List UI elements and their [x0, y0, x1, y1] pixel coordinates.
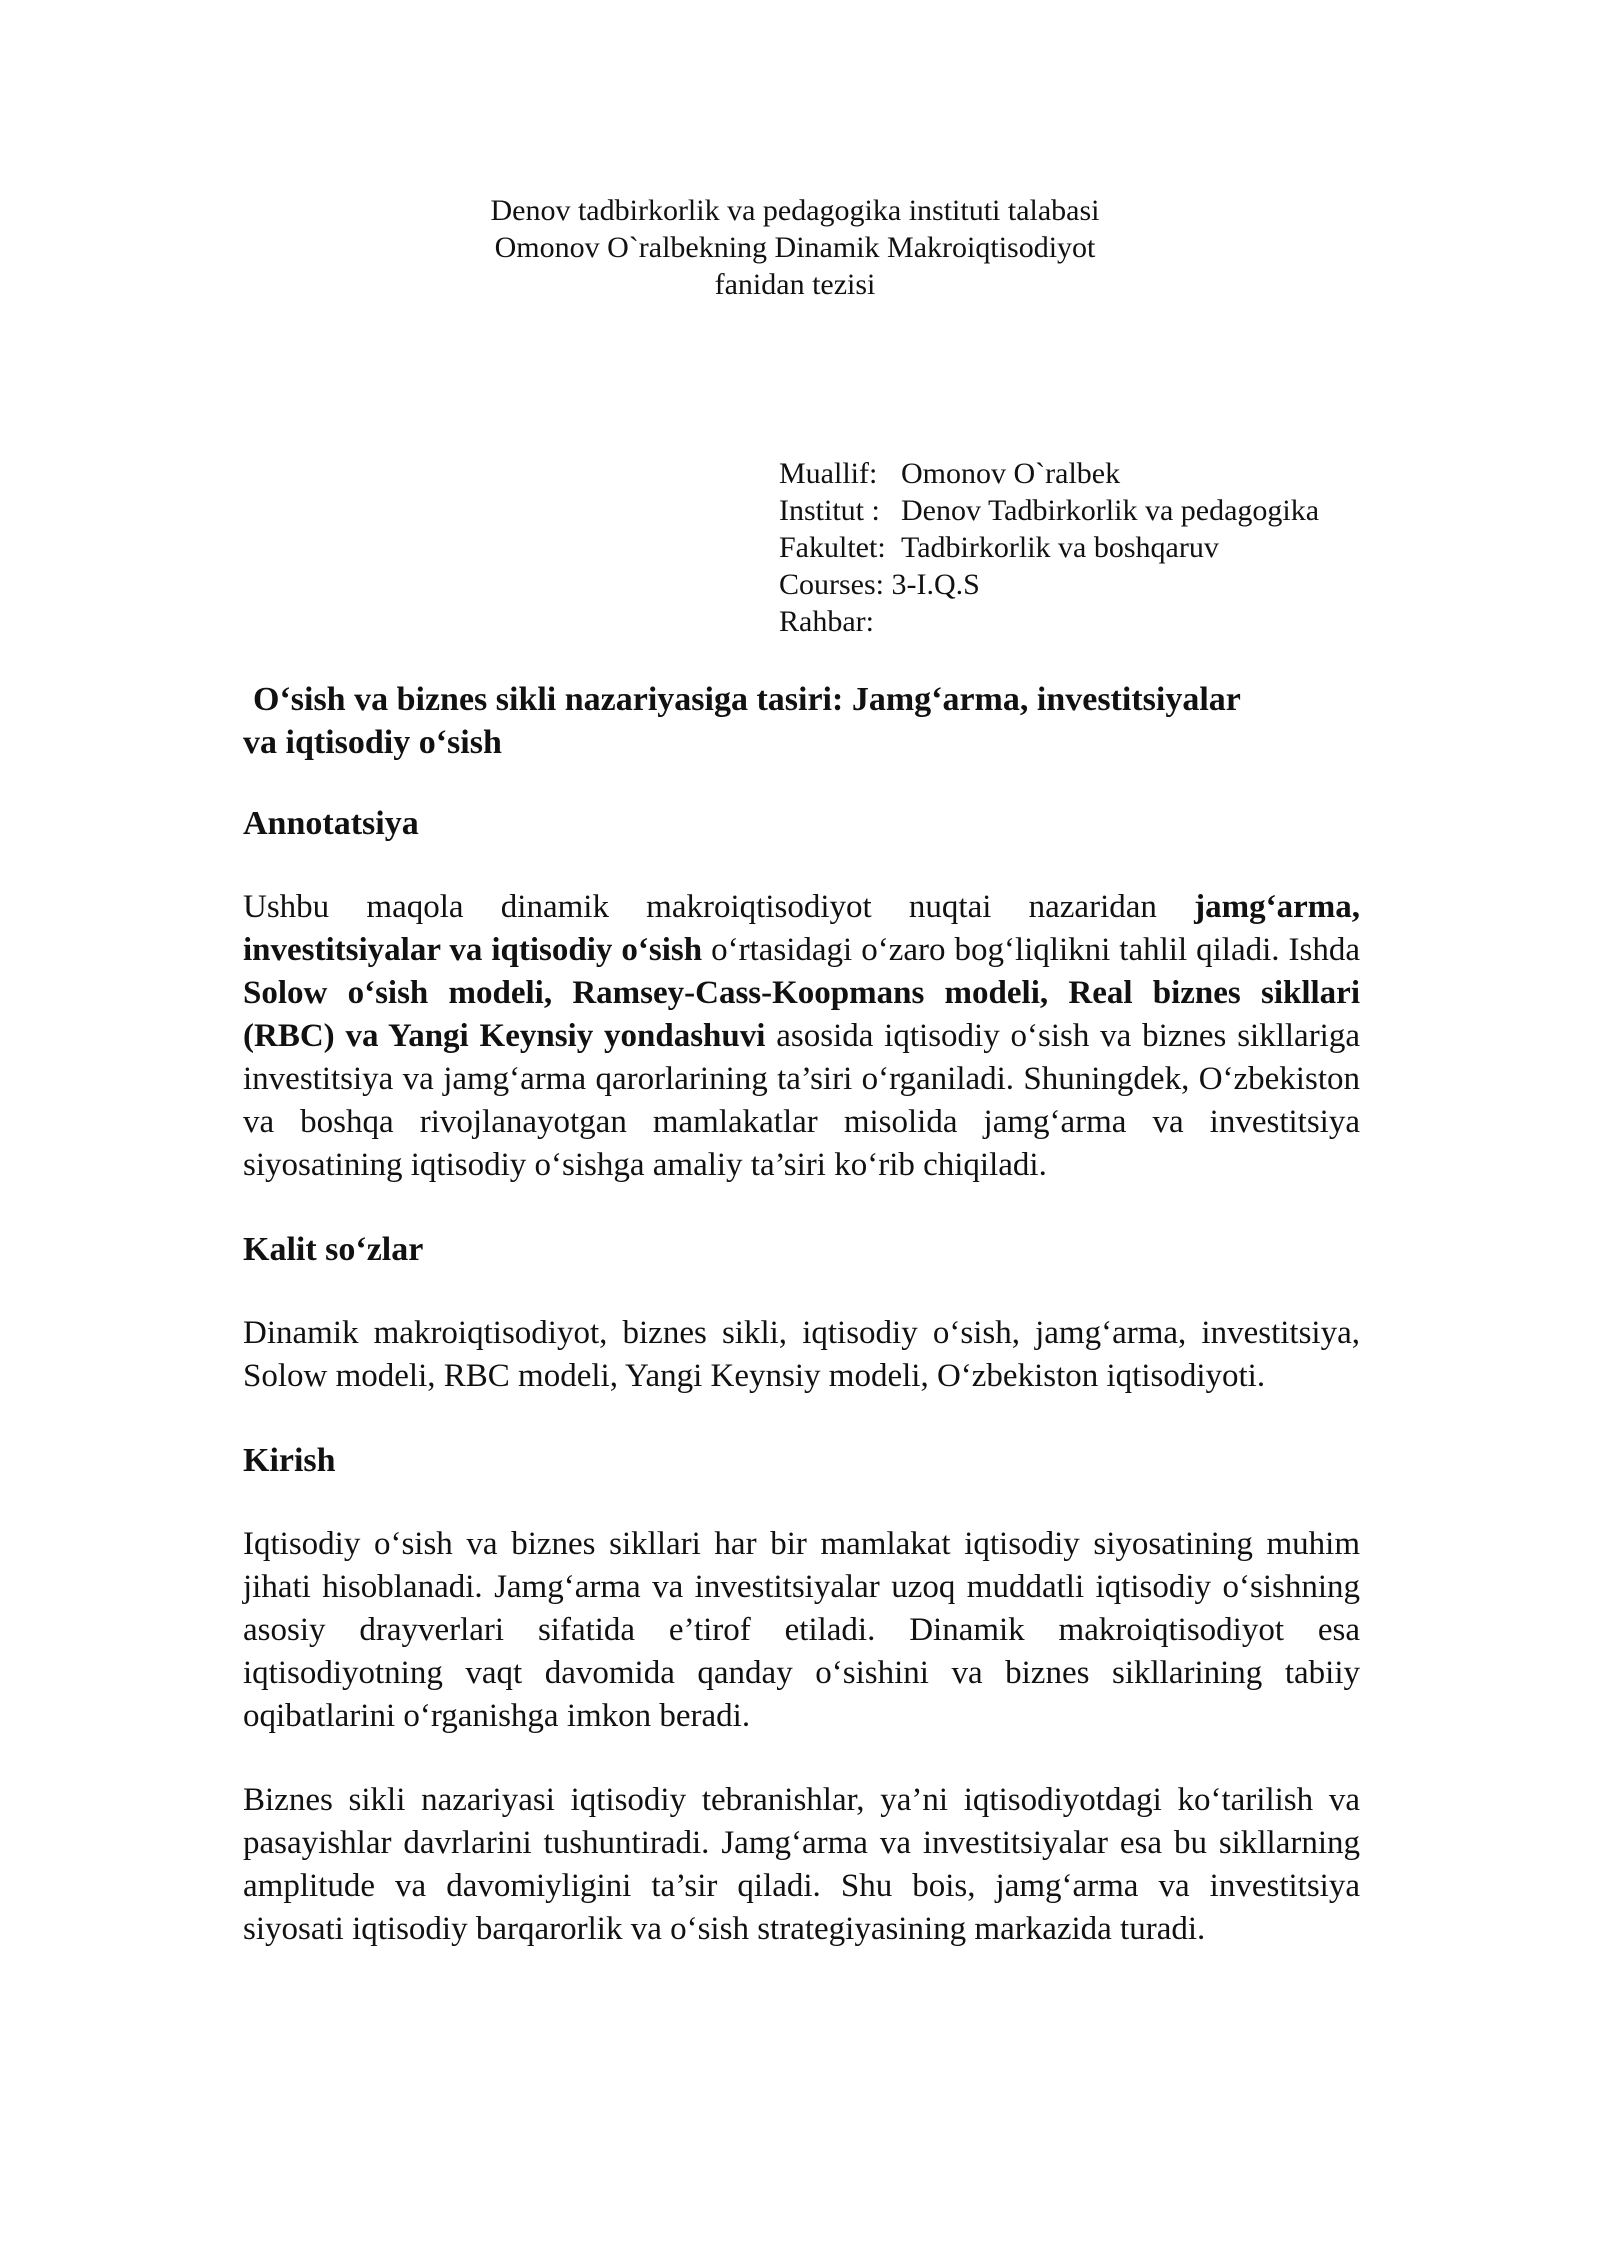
- document-body: [243, 678, 1360, 1992]
- annotation-text-3: asosida iqtisodiy o‘sish va biznes sikllariga investitsiya va jamg‘arma qarorlarining ta’siri o‘rganiladi. Shuningdek, O‘zbekiston va boshqa rivojlanayotgan mamlakatlar misolida jamg‘arma va investitsiya siyosatining iqtisodiy o‘sishga amaliy ta’siri ko‘rib chiqiladi.: [243, 1018, 1360, 1183]
- annotation-text-2: o‘rtasidagi o‘zaro bog‘liqlikni tahlil qiladi. Ishda: [702, 932, 1360, 968]
- paper-title: [243, 678, 1360, 764]
- supervisor-label: Rahbar:: [779, 605, 874, 638]
- supervisor-row: [779, 603, 1319, 640]
- institute-label: Institut :: [779, 494, 880, 527]
- intro-heading: Kirish: [243, 1442, 336, 1479]
- author-row: [779, 455, 1319, 492]
- course-value: 3-I.Q.S: [891, 568, 980, 601]
- faculty-row: [779, 529, 1319, 566]
- title-line-2: va iqtisodiy o‘sish: [243, 724, 502, 761]
- header-line-3: fanidan tezisi: [714, 268, 876, 301]
- institute-value: Denov Tadbirkorlik va pedagogika: [901, 494, 1320, 527]
- course-row: [779, 566, 1319, 603]
- faculty-value: Tadbirkorlik va boshqaruv: [901, 531, 1219, 564]
- intro-paragraph-2: Biznes sikli nazariyasi iqtisodiy tebranishlar, ya’ni iqtisodiyotdagi ko‘tarilish va pasayishlar davrlarini tushuntiradi. Jamg‘arma va investitsiyalar esa bu sikllarning amplitude va davomiyligini ta’sir qiladi. Shu bois, jamg‘arma va investitsiya siyosati iqtisodiy barqarorlik va o‘sish strategiyasining markazida turadi.: [243, 1782, 1360, 1947]
- author-label: Muallif:: [779, 457, 878, 490]
- title-line-1: O‘sish va biznes sikli nazariyasiga tasiri: Jamg‘arma, investitsiyalar: [253, 681, 1241, 718]
- annotation-text-1: Ushbu maqola dinamik makroiqtisodiyot nuqtai nazaridan: [243, 889, 1195, 925]
- annotation-bold-2: Solow o‘sish modeli, Ramsey-Cass-Koopmans modeli, Real biznes sikllari (RBC) va Yangi Keynsiy yondashuvi: [243, 975, 1360, 1054]
- institute-row: [779, 492, 1319, 529]
- header-line-2: Omonov O`ralbekning Dinamik Makroiqtisodiyot: [494, 231, 1096, 264]
- author-info: [779, 455, 1319, 640]
- annotation-heading: Annotatsiya: [243, 805, 419, 842]
- header-line-1: Denov tadbirkorlik va pedagogika instituti talabasi: [490, 194, 1100, 227]
- keywords-heading: Kalit so‘zlar: [243, 1231, 424, 1268]
- keywords-paragraph: Dinamik makroiqtisodiyot, biznes sikli, iqtisodiy o‘sish, jamg‘arma, investitsiya, Solow modeli, RBC modeli, Yangi Keynsiy modeli, O‘zbekiston iqtisodiyoti.: [243, 1315, 1360, 1394]
- annotation-bold-1: jamg‘arma, investitsiyalar va iqtisodiy o‘sish: [243, 889, 1360, 968]
- course-label: Courses:: [779, 568, 884, 601]
- annotation-paragraph: [243, 886, 1360, 1187]
- intro-paragraph-1: Iqtisodiy o‘sish va biznes sikllari har bir mamlakat iqtisodiy siyosatining muhim jihati hisoblanadi. Jamg‘arma va investitsiyalar uzoq muddatli iqtisodiy o‘sishning asosiy drayverlari sifatida e’tirof etiladi. Dinamik makroiqtisodiyot esa iqtisodiyotning vaqt davomida qanday o‘sishini va biznes sikllarining tabiiy oqibatlarini o‘rganishga imkon beradi.: [243, 1526, 1360, 1734]
- document-header: [455, 192, 1135, 303]
- faculty-label: Fakultet:: [779, 531, 886, 564]
- author-value: Omonov O`ralbek: [901, 457, 1121, 490]
